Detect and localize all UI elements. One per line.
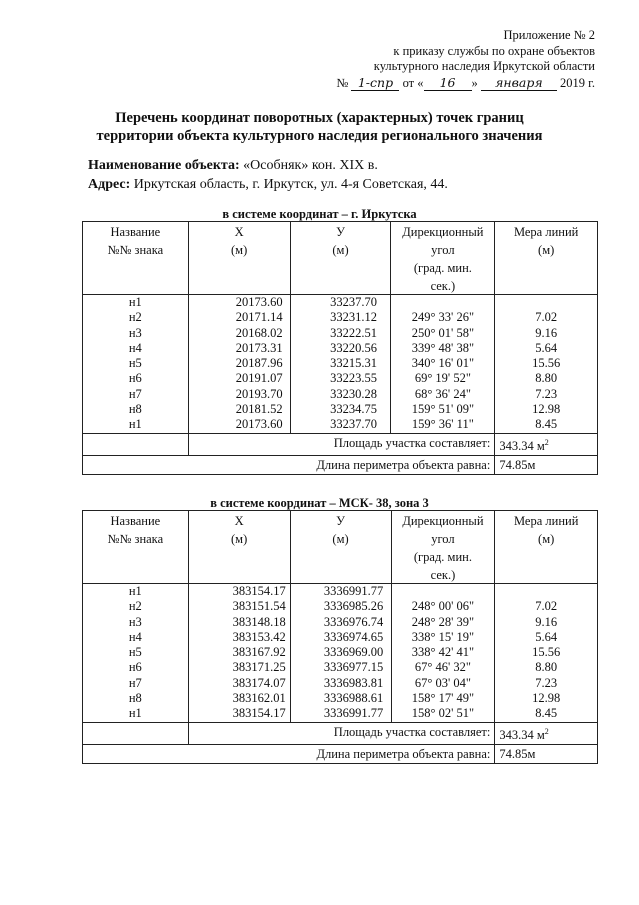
- area-empty-cell: [83, 722, 189, 744]
- cell-value: 20173.31: [235, 340, 283, 355]
- order-number-handwritten: 1-спр: [351, 75, 399, 92]
- header-text: (м): [538, 532, 555, 546]
- cell-value: 8.80: [535, 371, 558, 386]
- cell-value: 338° 15' 19": [411, 629, 475, 644]
- cell-value: н6: [128, 371, 142, 386]
- title-line-1: Перечень координат поворотных (характерных) точек границ: [115, 110, 524, 126]
- order-day-handwritten: 16: [424, 75, 472, 92]
- cell-value: 12.98: [532, 691, 561, 706]
- cell-value: 338° 42' 41": [411, 645, 475, 660]
- table-2-caption: в системе координат – МСК- 38, зона 3: [210, 496, 429, 510]
- cell-value: н8: [128, 691, 142, 706]
- header-text: Дирекционный: [402, 225, 484, 239]
- cell-value: 383171.25: [232, 660, 286, 675]
- cell-value: 33234.75: [330, 402, 377, 417]
- cell-value: 33237.70: [330, 417, 377, 432]
- cell-value: 20173.60: [235, 417, 283, 432]
- appendix-line-1: Приложение № 2: [503, 28, 595, 42]
- cell-value: 33230.28: [330, 386, 377, 401]
- header-text: (м): [231, 243, 248, 257]
- order-date-sep: »: [471, 75, 478, 90]
- cell-value: 383167.92: [232, 645, 286, 660]
- cell-value: 158° 02' 51": [411, 706, 475, 721]
- header-text: Мера линий: [513, 225, 579, 239]
- cell-value: 248° 28' 39": [411, 614, 475, 629]
- cell-value: 20173.60: [235, 295, 283, 309]
- cell-value: 383162.01: [232, 691, 286, 706]
- area-row: [83, 433, 598, 455]
- cell-value: 33220.56: [330, 340, 377, 355]
- cell-value: н5: [128, 645, 142, 660]
- header-line-length: [495, 511, 598, 584]
- area-unit-sup: 2: [544, 437, 549, 447]
- header-x: [188, 511, 290, 584]
- header-text: X: [234, 225, 244, 239]
- cell-value: 339° 48' 38": [411, 340, 475, 355]
- cell-value: [391, 295, 494, 310]
- header-text: (м): [231, 532, 248, 546]
- cell-value: н4: [128, 629, 142, 644]
- cell-value: 158° 17' 49": [411, 691, 475, 706]
- header-text: Мера линий: [513, 514, 579, 528]
- cell-value: 7.23: [535, 675, 558, 690]
- header-text: №№ знака: [107, 532, 164, 546]
- perimeter-label: Длина периметра объекта равна:: [83, 744, 495, 763]
- header-text: угол: [431, 532, 455, 546]
- cell-value: 8.45: [535, 417, 558, 432]
- x-values-column: [188, 295, 290, 434]
- area-label: Площадь участка составляет:: [188, 433, 495, 455]
- cell-value: 20193.70: [235, 386, 283, 401]
- area-unit-sup: 2: [544, 726, 549, 736]
- order-date-from: от «: [402, 75, 424, 90]
- header-text: №№ знака: [107, 243, 164, 257]
- cell-value: 3336988.61: [323, 691, 384, 706]
- x-values-column: [188, 584, 290, 723]
- appendix-order-line: [336, 75, 595, 92]
- cell-value: 33223.55: [330, 371, 377, 386]
- header-line-length: [495, 222, 598, 295]
- cell-value: 3336983.81: [323, 675, 384, 690]
- order-number-prefix: №: [336, 75, 349, 90]
- header-text: У: [336, 225, 345, 239]
- order-month-handwritten: января: [481, 75, 557, 92]
- cell-value: н1: [128, 295, 142, 309]
- area-row: [83, 722, 598, 744]
- area-value: 343.34 м: [499, 727, 545, 742]
- header-text: (м): [332, 243, 349, 257]
- order-year: 2019 г.: [560, 75, 595, 90]
- object-address-row: [88, 175, 448, 194]
- cell-value: н7: [128, 675, 142, 690]
- header-point-name: [83, 511, 189, 584]
- appendix-block: [336, 28, 595, 91]
- point-names-column: [83, 584, 189, 723]
- table-1-caption: в системе координат – г. Иркутска: [222, 207, 417, 221]
- cell-value: 383148.18: [232, 614, 286, 629]
- point-names-column: [83, 295, 189, 434]
- cell-value: н1: [128, 584, 142, 598]
- lengths-column: [495, 584, 598, 723]
- cell-value: 69° 19' 52": [414, 371, 471, 386]
- perimeter-label: Длина периметра объекта равна:: [83, 455, 495, 474]
- perimeter-value: 74.85м: [495, 744, 598, 763]
- object-address-value: Иркутская область, г. Иркутск, ул. 4-я Советская, 44.: [133, 177, 448, 192]
- object-name-value: «Особняк» кон. XIX в.: [243, 158, 378, 173]
- object-info: [88, 156, 448, 194]
- cell-value: 3336985.26: [323, 599, 384, 614]
- cell-value: н8: [128, 402, 142, 417]
- cell-value: [495, 295, 597, 310]
- cell-value: 20191.07: [235, 371, 283, 386]
- header-text: (м): [538, 243, 555, 257]
- area-empty-cell: [83, 433, 189, 455]
- cell-value: 383151.54: [232, 599, 286, 614]
- cell-value: 5.64: [535, 629, 558, 644]
- cell-value: 7.02: [535, 599, 558, 614]
- cell-value: 67° 46' 32": [414, 660, 471, 675]
- cell-value: 248° 00' 06": [411, 599, 475, 614]
- appendix-line-2: к приказу службы по охране объектов: [393, 43, 595, 58]
- cell-value: 3336974.65: [323, 629, 384, 644]
- cell-value: н2: [128, 599, 142, 614]
- cell-value: 68° 36' 24": [414, 386, 471, 401]
- cell-value: 8.80: [535, 660, 558, 675]
- title-line-2: территории объекта культурного наследия регионального значения: [96, 128, 543, 144]
- cell-value: н5: [128, 356, 142, 371]
- cell-value: 3336991.77: [323, 706, 384, 721]
- header-direction-angle: [391, 222, 495, 295]
- cell-value: 8.45: [535, 706, 558, 721]
- header-text: (м): [332, 532, 349, 546]
- cell-value: 9.16: [535, 614, 558, 629]
- perimeter-row: [83, 744, 598, 763]
- cell-value: 9.16: [535, 325, 558, 340]
- table-data-row: [83, 295, 598, 434]
- header-text: Дирекционный: [402, 514, 484, 528]
- cell-value: 3336991.77: [323, 584, 384, 598]
- area-value-cell: [495, 433, 598, 455]
- cell-value: 7.02: [535, 310, 558, 325]
- object-name-row: [88, 156, 448, 175]
- header-y: [290, 222, 391, 295]
- header-x: [188, 222, 290, 295]
- area-label: Площадь участка составляет:: [188, 722, 495, 744]
- perimeter-row: [83, 455, 598, 474]
- cell-value: 3336976.74: [323, 614, 384, 629]
- y-values-column: [290, 584, 391, 723]
- header-text: Название: [110, 514, 161, 528]
- cell-value: 3336969.00: [323, 645, 384, 660]
- table-header-row: [83, 222, 598, 295]
- object-address-label: Адрес:: [88, 177, 131, 192]
- cell-value: 33222.51: [330, 325, 377, 340]
- cell-value: н7: [128, 386, 142, 401]
- document-title: [0, 109, 639, 145]
- cell-value: 20168.02: [235, 325, 283, 340]
- cell-value: н2: [128, 310, 142, 325]
- header-direction-angle: [391, 511, 495, 584]
- area-value-cell: [495, 722, 598, 744]
- cell-value: 7.23: [535, 386, 558, 401]
- y-values-column: [290, 295, 391, 434]
- cell-value: 33237.70: [330, 295, 377, 309]
- cell-value: 20171.14: [235, 310, 283, 325]
- cell-value: н3: [128, 614, 142, 629]
- cell-value: н3: [128, 325, 142, 340]
- cell-value: 250° 01' 58": [411, 325, 475, 340]
- perimeter-value: 74.85м: [495, 455, 598, 474]
- lengths-column: [495, 295, 598, 434]
- header-text: X: [234, 514, 244, 528]
- header-text: Название: [110, 225, 161, 239]
- cell-value: 383174.07: [232, 675, 286, 690]
- header-text: (град. мин.: [413, 550, 472, 564]
- cell-value: 12.98: [532, 402, 561, 417]
- cell-value: н6: [128, 660, 142, 675]
- cell-value: 67° 03' 04": [414, 675, 471, 690]
- cell-value: 159° 36' 11": [411, 417, 474, 432]
- cell-value: 15.56: [532, 356, 561, 371]
- cell-value: 3336977.15: [323, 660, 384, 675]
- header-text: У: [336, 514, 345, 528]
- header-text: сек.): [430, 279, 456, 293]
- cell-value: 5.64: [535, 340, 558, 355]
- angles-column: [391, 295, 495, 434]
- cell-value: н4: [128, 340, 142, 355]
- cell-value: 33215.31: [330, 356, 377, 371]
- angles-column: [391, 584, 495, 723]
- cell-value: 340° 16' 01": [411, 356, 475, 371]
- header-text: (град. мин.: [413, 261, 472, 275]
- cell-value: 383154.17: [232, 706, 286, 721]
- appendix-line-3: культурного наследия Иркутской области: [373, 59, 595, 73]
- cell-value: 383154.17: [232, 584, 286, 598]
- cell-value: н1: [128, 706, 142, 721]
- cell-value: 33231.12: [330, 310, 377, 325]
- header-text: сек.): [430, 568, 456, 582]
- header-point-name: [83, 222, 189, 295]
- table-data-row: [83, 584, 598, 723]
- cell-value: 249° 33' 26": [411, 310, 475, 325]
- cell-value: 20181.52: [235, 402, 283, 417]
- cell-value: 15.56: [532, 645, 561, 660]
- area-value: 343.34 м: [499, 438, 545, 453]
- object-name-label: Наименование объекта:: [88, 158, 240, 173]
- cell-value: [495, 584, 597, 599]
- table-header-row: [83, 511, 598, 584]
- cell-value: 383153.42: [232, 629, 286, 644]
- cell-value: [392, 584, 495, 599]
- coordinates-table-irkutsk: [82, 221, 598, 475]
- cell-value: 159° 51' 09": [411, 402, 475, 417]
- header-y: [290, 511, 391, 584]
- cell-value: н1: [128, 417, 142, 432]
- header-text: угол: [431, 243, 455, 257]
- coordinates-table-msk38: [82, 510, 598, 764]
- cell-value: 20187.96: [235, 356, 283, 371]
